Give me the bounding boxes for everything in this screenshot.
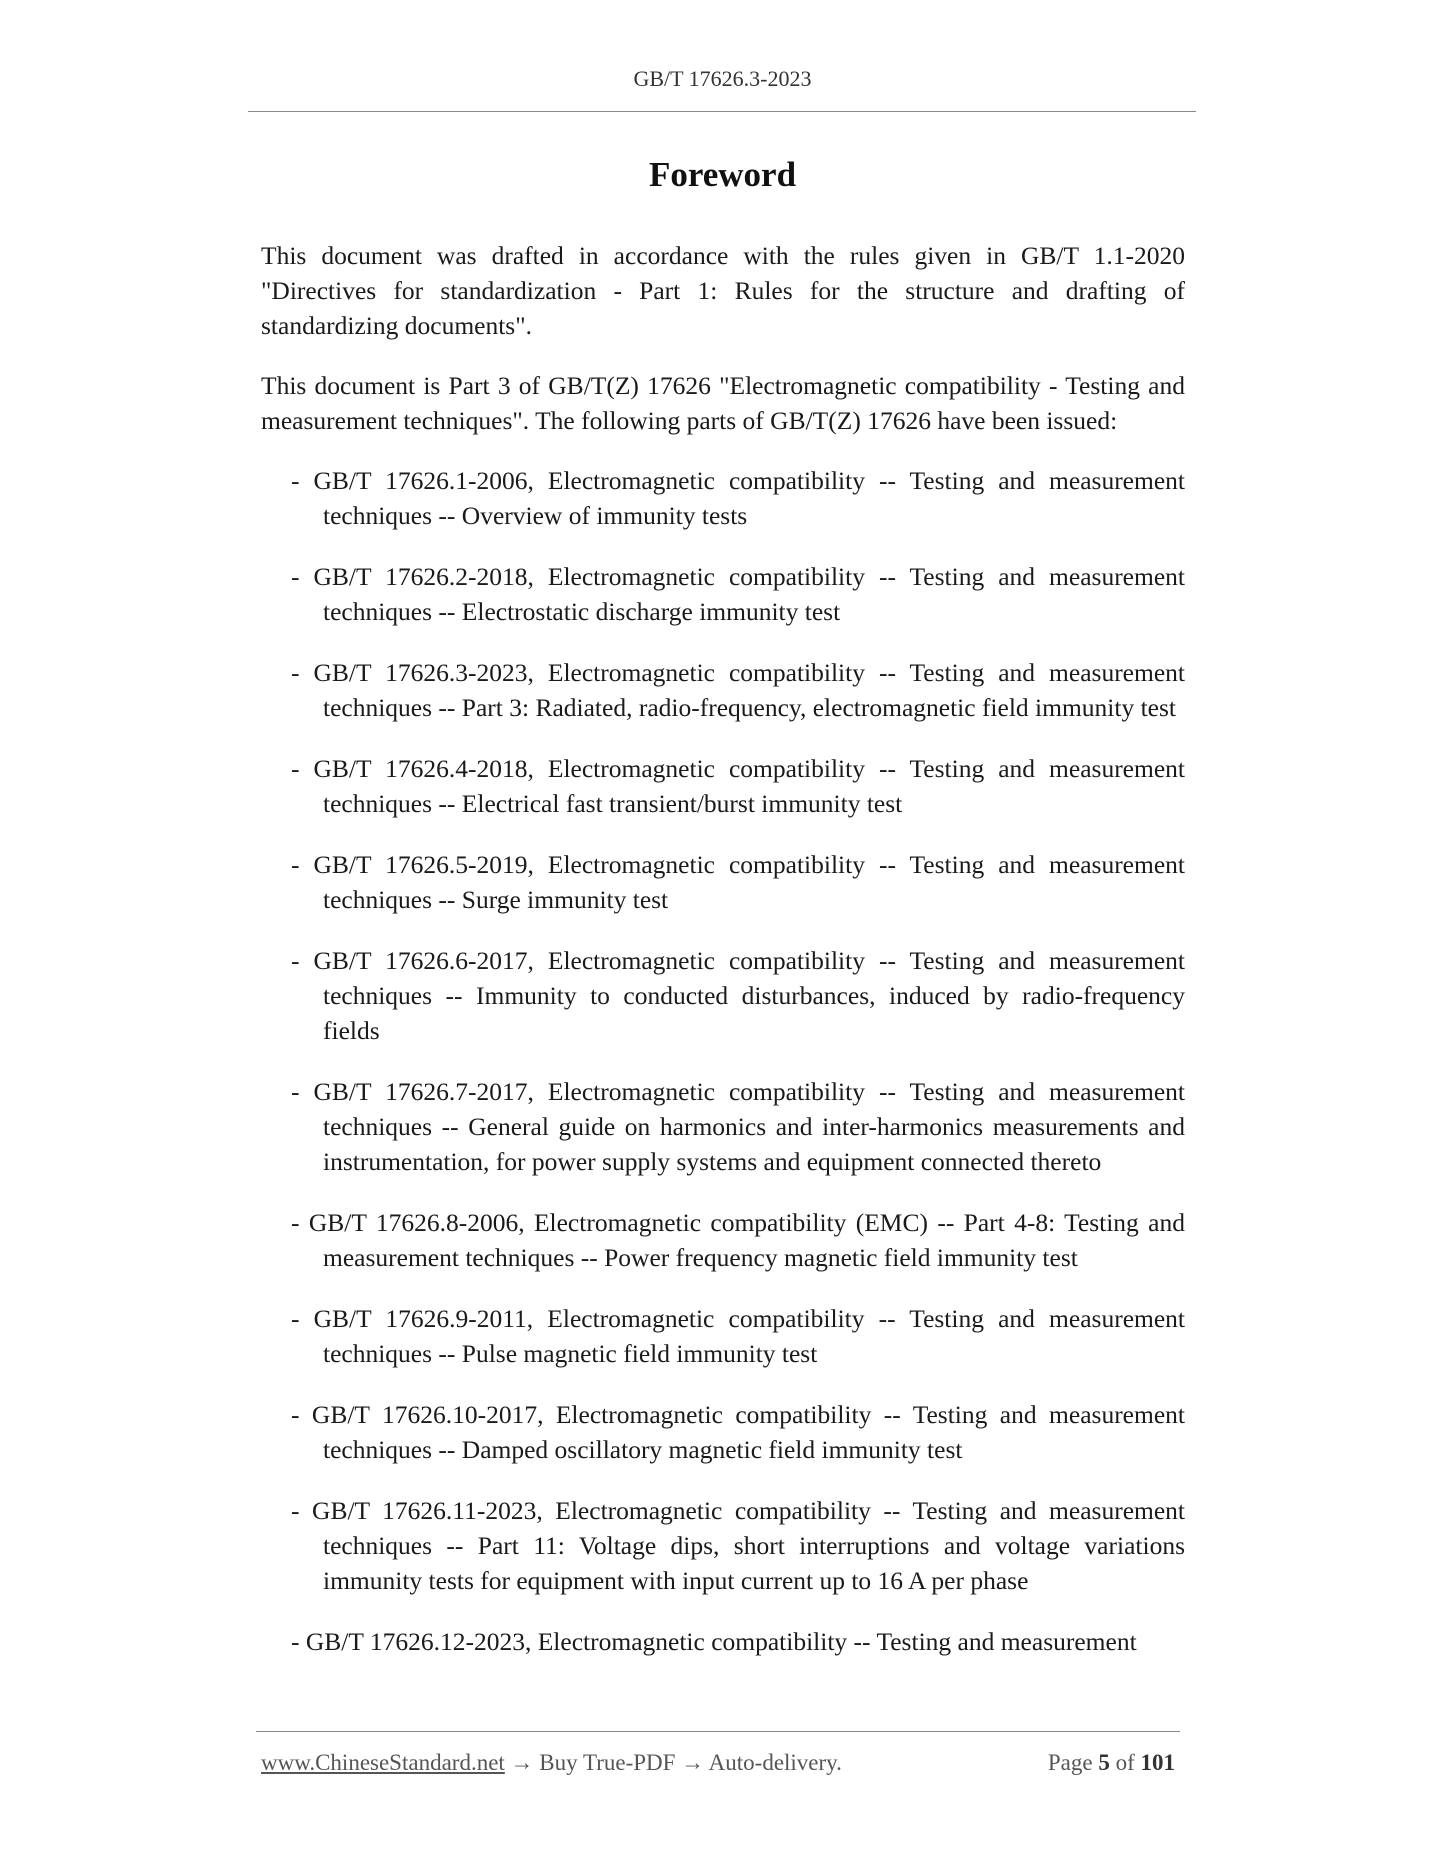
paragraph-series-intro: This document is Part 3 of GB/T(Z) 17626 "Electromagnetic compatibility - Testing and measurement techniques". The following parts of GB/T(Z) 17626 have been issued: — [261, 371, 1185, 435]
issued-parts-list — [261, 463, 1185, 1659]
list-item: - GB/T 17626.6-2017, Electromagnetic compatibility -- Testing and measurement techniques -- Immunity to conducted disturbances, induced by radio-frequency fields — [291, 946, 1185, 1045]
page-label: Page — [1047, 1750, 1093, 1775]
page-of: of — [1115, 1750, 1135, 1775]
list-item: - GB/T 17626.9-2011, Electromagnetic compatibility -- Testing and measurement techniques -- Pulse magnetic field immunity test — [291, 1304, 1185, 1368]
page-current: 5 — [1098, 1750, 1110, 1775]
promo-text: → Buy True-PDF → Auto-delivery. — [504, 1750, 842, 1775]
list-item: - GB/T 17626.3-2023, Electromagnetic compatibility -- Testing and measurement techniques -- Part 3: Radiated, radio-frequency, electromagnetic field immunity test — [291, 658, 1185, 722]
site-link[interactable]: www.ChineseStandard.net — [261, 1750, 505, 1775]
paragraph-drafting-rules: This document was drafted in accordance with the rules given in GB/T 1.1-2020 "Directives for standardization - Part 1: Rules for the structure and drafting of standardizing documents". — [261, 241, 1185, 340]
list-item: - GB/T 17626.2-2018, Electromagnetic compatibility -- Testing and measurement techniques -- Electrostatic discharge immunity test — [291, 562, 1185, 626]
footer-divider — [256, 1731, 1180, 1732]
list-item: - GB/T 17626.11-2023, Electromagnetic compatibility -- Testing and measurement techniques -- Part 11: Voltage dips, short interruptions and voltage variations immunity tests for equipment with input current up to 16 A per phase — [291, 1496, 1185, 1595]
document-body — [261, 238, 1185, 1685]
page-number — [1048, 1750, 1175, 1776]
footer-promo — [261, 1750, 842, 1776]
list-item: - GB/T 17626.7-2017, Electromagnetic compatibility -- Testing and measurement techniques -- General guide on harmonics and inter-harmonics measurements and instrumentation, for power supply systems and equipment connected thereto — [291, 1077, 1185, 1176]
list-item: - GB/T 17626.4-2018, Electromagnetic compatibility -- Testing and measurement techniques -- Electrical fast transient/burst immunity test — [291, 754, 1185, 818]
list-item: - GB/T 17626.8-2006, Electromagnetic compatibility (EMC) -- Part 4-8: Testing and measurement techniques -- Power frequency magnetic field immunity test — [291, 1208, 1185, 1272]
list-item: - GB/T 17626.12-2023, Electromagnetic compatibility -- Testing and measurement — [291, 1627, 1137, 1656]
header-divider — [248, 111, 1196, 112]
running-header: GB/T 17626.3-2023 — [633, 66, 812, 91]
list-item: - GB/T 17626.5-2019, Electromagnetic compatibility -- Testing and measurement techniques -- Surge immunity test — [291, 850, 1185, 914]
list-item: - GB/T 17626.1-2006, Electromagnetic compatibility -- Testing and measurement techniques -- Overview of immunity tests — [291, 466, 1185, 530]
list-item: - GB/T 17626.10-2017, Electromagnetic compatibility -- Testing and measurement techniques -- Damped oscillatory magnetic field immunity test — [291, 1400, 1185, 1464]
section-title: Foreword — [648, 155, 797, 194]
page-total: 101 — [1140, 1750, 1175, 1775]
